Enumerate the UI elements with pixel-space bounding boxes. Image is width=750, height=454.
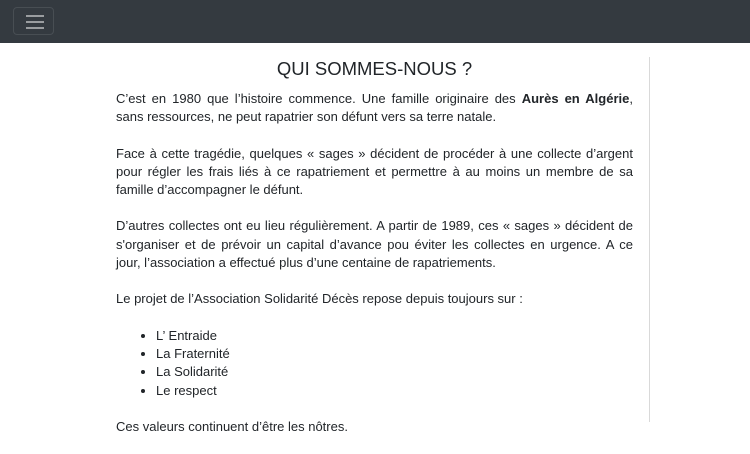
navbar <box>0 0 750 43</box>
closing-paragraph: Ces valeurs continuent d’être les nôtres. <box>116 418 348 434</box>
values-list <box>116 327 633 400</box>
highlight-origin: Aurès en Algérie <box>521 91 630 106</box>
history-paragraph: D’autres collectes ont eu lieu régulièrement. A partir de 1989, ces « sages » décident de s'organiser et de prévoir un capital d’avance pou éviter les collectes en urgence. A ce jour, l’association a effectué plus d’une centaine de rapatriements. <box>116 218 633 271</box>
list-item: • La Fraternité <box>156 345 633 363</box>
vertical-divider <box>649 57 650 422</box>
navbar-toggler-button[interactable] <box>13 7 54 35</box>
intro-paragraph: C’est en 1980 que l’histoire commence. Une famille originaire des Aurès en Algérie, sans ressources, ne peut rapatrier son défunt vers sa terre natale. <box>116 91 633 125</box>
list-item: • Le respect <box>156 382 633 400</box>
list-item: • La Solidarité <box>156 363 633 381</box>
project-paragraph: Le projet de l’Association Solidarité Décès repose depuis toujours sur : <box>116 291 523 307</box>
tragedy-paragraph: Face à cette tragédie, quelques « sages » décident de procéder à une collecte d’argent pour régler les frais liés à ce rapatriement et permettre à au moins un membre de sa famille d’accompagner le défunt. <box>116 145 633 198</box>
page-title: QUI SOMMES-NOUS ? <box>276 58 473 79</box>
list-item: • L’ Entraide <box>156 327 633 345</box>
main-content <box>116 56 633 454</box>
